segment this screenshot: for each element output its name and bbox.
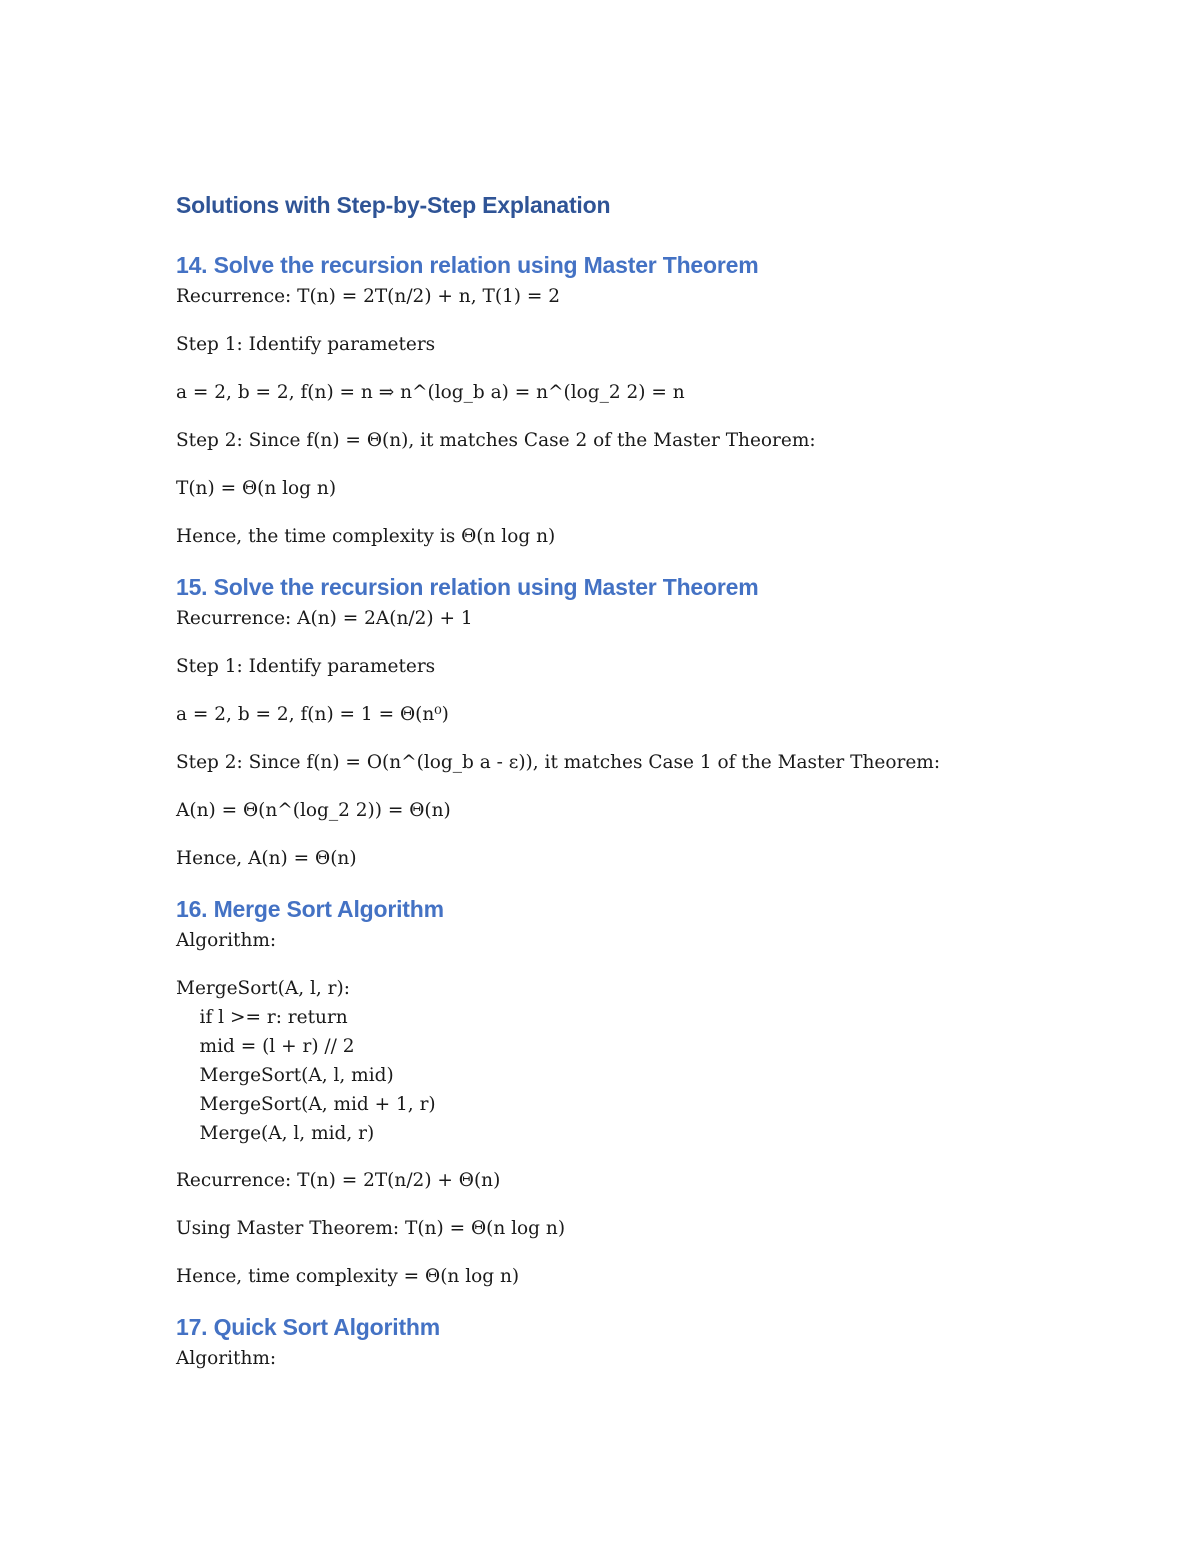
section-14 <box>176 248 1076 552</box>
recurrence-line: Recurrence: A(n) = 2A(n/2) + 1 <box>176 608 473 629</box>
conclusion-line: Hence, A(n) = Θ(n) <box>176 848 357 869</box>
section-heading: 16. Merge Sort Algorithm <box>176 896 444 922</box>
recurrence-line: Recurrence: T(n) = 2T(n/2) + Θ(n) <box>176 1170 501 1191</box>
section-heading: 17. Quick Sort Algorithm <box>176 1314 441 1340</box>
step-line: Step 2: Since f(n) = O(n^(log_b a - ε)), it matches Case 1 of the Master Theorem: <box>176 752 941 773</box>
result-line: A(n) = Θ(n^(log_2 2)) = Θ(n) <box>176 800 451 821</box>
result-line: Using Master Theorem: T(n) = Θ(n log n) <box>176 1218 566 1239</box>
section-15 <box>176 570 1076 874</box>
section-heading: 14. Solve the recursion relation using Master Theorem <box>176 252 759 278</box>
section-16 <box>176 892 1076 1292</box>
step-line: Step 2: Since f(n) = Θ(n), it matches Case 2 of the Master Theorem: <box>176 430 816 451</box>
algorithm-label: Algorithm: <box>176 1348 277 1369</box>
step-line: Step 1: Identify parameters <box>176 656 436 677</box>
parameters-line: a = 2, b = 2, f(n) = 1 = Θ(n⁰) <box>176 704 449 725</box>
document-body <box>176 188 1076 1392</box>
section-17 <box>176 1310 1076 1374</box>
algorithm-label: Algorithm: <box>176 930 277 951</box>
result-line: T(n) = Θ(n log n) <box>176 478 337 499</box>
step-line: Step 1: Identify parameters <box>176 334 436 355</box>
recurrence-line: Recurrence: T(n) = 2T(n/2) + n, T(1) = 2 <box>176 286 561 307</box>
conclusion-line: Hence, the time complexity is Θ(n log n) <box>176 526 556 547</box>
parameters-line: a = 2, b = 2, f(n) = n ⇒ n^(log_b a) = n^(log_2 2) = n <box>176 382 685 403</box>
conclusion-line: Hence, time complexity = Θ(n log n) <box>176 1266 520 1287</box>
document-title: Solutions with Step-by-Step Explanation <box>176 192 611 218</box>
merge-sort-pseudocode: MergeSort(A, l, r): if l >= r: return mid = (l + r) // 2 MergeSort(A, l, mid) MergeSort(A, mid + 1, r) Merge(A, l, mid, r) <box>176 978 436 1144</box>
section-heading: 15. Solve the recursion relation using Master Theorem <box>176 574 759 600</box>
